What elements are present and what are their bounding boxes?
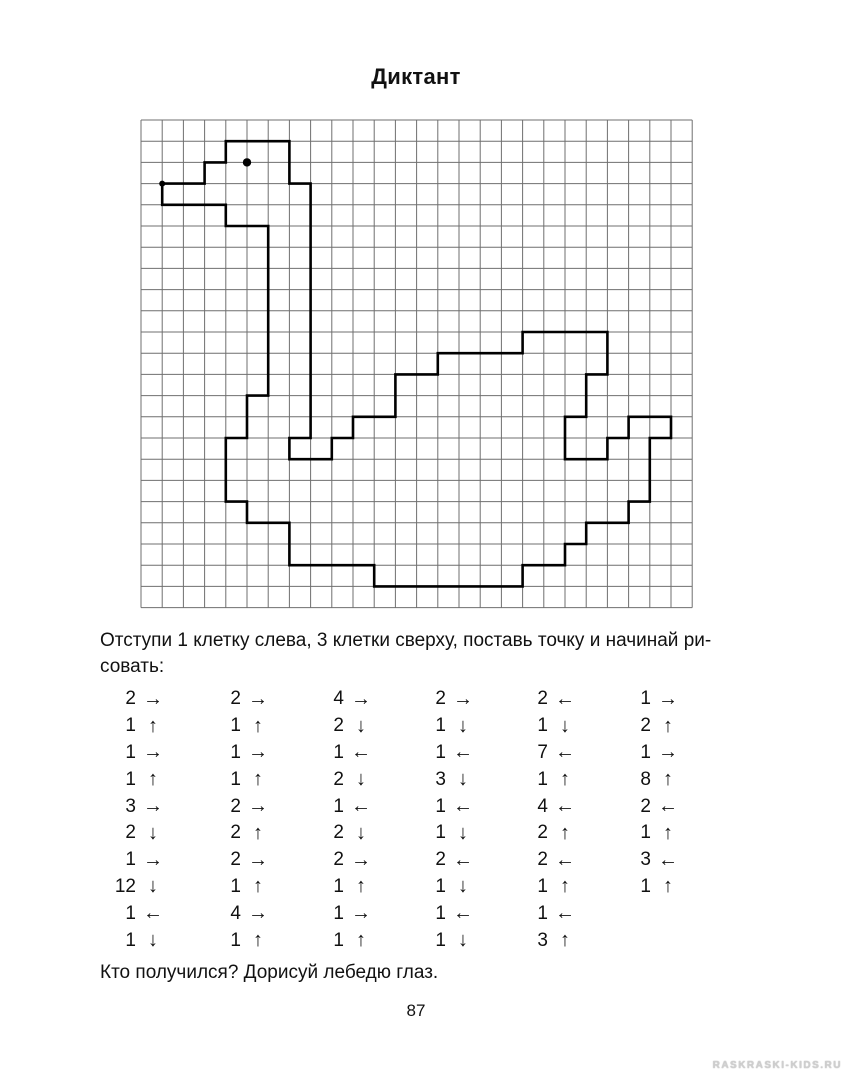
arrow-right-icon: → — [143, 848, 163, 871]
arrow-left-icon: ← — [658, 848, 678, 871]
command-step — [623, 820, 685, 847]
arrow-up-icon: ↑ — [663, 768, 673, 791]
arrow-up-icon: ↑ — [253, 875, 263, 898]
command-step — [316, 740, 378, 767]
arrow-down-icon: ↓ — [148, 875, 158, 898]
command-step — [418, 713, 480, 740]
step-count: 2 — [435, 849, 446, 871]
command-step — [316, 793, 378, 820]
step-count: 1 — [537, 875, 548, 897]
arrow-left-icon: ← — [453, 795, 473, 818]
command-step — [316, 874, 378, 901]
step-count: 2 — [125, 822, 136, 844]
step-count: 1 — [537, 768, 548, 790]
step-count: 3 — [640, 849, 651, 871]
instruction-text-content: Отступи 1 клетку слева, 3 клетки сверху, поставь точку и начинай ри- совать: — [100, 630, 712, 677]
command-step — [418, 820, 480, 847]
command-step — [213, 740, 275, 767]
arrow-right-icon: → — [248, 687, 268, 710]
arrow-left-icon: ← — [351, 741, 371, 764]
arrow-down-icon: ↓ — [148, 821, 158, 844]
step-count: 1 — [230, 741, 241, 763]
arrow-down-icon: ↓ — [148, 929, 158, 952]
arrow-down-icon: ↓ — [356, 768, 366, 791]
arrow-up-icon: ↑ — [663, 875, 673, 898]
question-text: Кто получился? Дорисуй лебедю глаз. — [100, 962, 439, 983]
step-count: 8 — [640, 768, 651, 790]
arrow-right-icon: → — [143, 741, 163, 764]
graph-paper-grid — [139, 118, 694, 610]
arrow-left-icon: ← — [453, 902, 473, 925]
arrow-left-icon: ← — [555, 848, 575, 871]
arrow-right-icon: → — [351, 687, 371, 710]
command-step — [520, 927, 582, 954]
command-step — [418, 927, 480, 954]
step-count: 12 — [114, 875, 136, 897]
command-step — [623, 740, 685, 767]
arrow-right-icon: → — [248, 741, 268, 764]
command-step — [316, 820, 378, 847]
step-count: 1 — [125, 768, 136, 790]
arrow-right-icon: → — [143, 687, 163, 710]
arrow-up-icon: ↑ — [663, 714, 673, 737]
step-count: 1 — [333, 902, 344, 924]
step-count: 1 — [125, 715, 136, 737]
command-step — [520, 740, 582, 767]
step-count: 1 — [640, 875, 651, 897]
step-count: 1 — [230, 768, 241, 790]
step-count: 1 — [640, 741, 651, 763]
step-count: 1 — [230, 875, 241, 897]
command-step — [213, 847, 275, 874]
step-count: 1 — [333, 795, 344, 817]
command-step — [213, 820, 275, 847]
step-count: 2 — [537, 822, 548, 844]
step-count: 1 — [230, 929, 241, 951]
command-step — [623, 766, 685, 793]
arrow-up-icon: ↑ — [253, 714, 263, 737]
step-count: 1 — [537, 715, 548, 737]
command-step — [623, 686, 685, 713]
arrow-up-icon: ↑ — [356, 929, 366, 952]
command-step — [520, 874, 582, 901]
arrow-up-icon: ↑ — [253, 768, 263, 791]
arrow-up-icon: ↑ — [356, 875, 366, 898]
command-step — [108, 847, 170, 874]
swan-eye — [243, 158, 251, 166]
watermark: RASKRASKI-KIDS.RU — [712, 1060, 842, 1071]
step-count: 7 — [537, 741, 548, 763]
step-count: 2 — [230, 795, 241, 817]
arrow-down-icon: ↓ — [458, 929, 468, 952]
command-step — [520, 900, 582, 927]
command-step — [108, 740, 170, 767]
command-step — [520, 686, 582, 713]
arrow-down-icon: ↓ — [356, 714, 366, 737]
command-step — [316, 927, 378, 954]
step-count: 1 — [640, 822, 651, 844]
command-column-6 — [623, 686, 685, 900]
page-title: Диктант — [371, 64, 461, 89]
command-step — [108, 927, 170, 954]
command-step — [213, 900, 275, 927]
arrow-down-icon: ↓ — [458, 875, 468, 898]
command-step — [108, 874, 170, 901]
step-count: 2 — [435, 688, 446, 710]
arrow-down-icon: ↓ — [356, 821, 366, 844]
step-count: 1 — [125, 902, 136, 924]
command-step — [520, 713, 582, 740]
step-count: 2 — [230, 849, 241, 871]
command-step — [418, 793, 480, 820]
command-column-1 — [108, 686, 170, 954]
start-point — [159, 181, 165, 187]
command-step — [108, 900, 170, 927]
command-step — [418, 766, 480, 793]
step-count: 1 — [230, 715, 241, 737]
step-count: 4 — [230, 902, 241, 924]
step-count: 1 — [435, 875, 446, 897]
command-step — [213, 713, 275, 740]
command-step — [623, 713, 685, 740]
arrow-down-icon: ↓ — [458, 768, 468, 791]
arrow-down-icon: ↓ — [458, 714, 468, 737]
command-column-5 — [520, 686, 582, 954]
command-step — [520, 793, 582, 820]
command-step — [316, 847, 378, 874]
command-step — [213, 874, 275, 901]
step-count: 2 — [333, 822, 344, 844]
step-count: 4 — [333, 688, 344, 710]
command-step — [108, 820, 170, 847]
step-count: 2 — [333, 849, 344, 871]
command-step — [623, 874, 685, 901]
command-step — [316, 713, 378, 740]
arrow-down-icon: ↓ — [458, 821, 468, 844]
arrow-left-icon: ← — [453, 848, 473, 871]
command-step — [108, 713, 170, 740]
step-count: 2 — [537, 688, 548, 710]
step-count: 1 — [333, 875, 344, 897]
step-count: 1 — [333, 929, 344, 951]
command-column-2 — [213, 686, 275, 954]
step-count: 1 — [435, 929, 446, 951]
arrow-up-icon: ↑ — [560, 929, 570, 952]
arrow-up-icon: ↑ — [663, 821, 673, 844]
arrow-left-icon: ← — [555, 795, 575, 818]
step-count: 2 — [230, 822, 241, 844]
command-step — [418, 740, 480, 767]
command-step — [316, 900, 378, 927]
instruction-text — [100, 628, 760, 680]
arrow-right-icon: → — [248, 902, 268, 925]
step-count: 1 — [435, 902, 446, 924]
step-count: 1 — [125, 741, 136, 763]
command-step — [418, 847, 480, 874]
step-count: 3 — [125, 795, 136, 817]
page-number: 87 — [406, 1001, 426, 1020]
command-column-3 — [316, 686, 378, 954]
arrow-right-icon: → — [248, 795, 268, 818]
command-step — [418, 900, 480, 927]
command-step — [108, 766, 170, 793]
step-count: 2 — [230, 688, 241, 710]
arrow-right-icon: → — [658, 741, 678, 764]
step-count: 2 — [537, 849, 548, 871]
arrow-right-icon: → — [453, 687, 473, 710]
command-step — [316, 766, 378, 793]
step-count: 1 — [435, 795, 446, 817]
step-count: 4 — [537, 795, 548, 817]
step-count: 3 — [435, 768, 446, 790]
step-count: 1 — [537, 902, 548, 924]
command-step — [623, 793, 685, 820]
arrow-left-icon: ← — [555, 902, 575, 925]
command-step — [213, 927, 275, 954]
arrow-left-icon: ← — [453, 741, 473, 764]
arrow-up-icon: ↑ — [560, 875, 570, 898]
arrow-right-icon: → — [351, 902, 371, 925]
step-count: 1 — [640, 688, 651, 710]
arrow-right-icon: → — [248, 848, 268, 871]
step-count: 1 — [125, 849, 136, 871]
arrow-left-icon: ← — [658, 795, 678, 818]
command-step — [213, 686, 275, 713]
command-step — [108, 686, 170, 713]
command-step — [418, 874, 480, 901]
step-count: 2 — [333, 768, 344, 790]
arrow-up-icon: ↑ — [560, 768, 570, 791]
step-count: 1 — [333, 741, 344, 763]
step-count: 1 — [435, 715, 446, 737]
step-count: 2 — [640, 795, 651, 817]
arrow-up-icon: ↑ — [148, 768, 158, 791]
arrow-up-icon: ↑ — [560, 821, 570, 844]
command-step — [520, 820, 582, 847]
step-count: 1 — [435, 741, 446, 763]
arrow-left-icon: ← — [555, 741, 575, 764]
arrow-up-icon: ↑ — [253, 821, 263, 844]
step-count: 1 — [125, 929, 136, 951]
command-step — [418, 686, 480, 713]
arrow-right-icon: → — [658, 687, 678, 710]
command-step — [213, 793, 275, 820]
command-column-4 — [418, 686, 480, 954]
arrow-right-icon: → — [143, 795, 163, 818]
command-step — [520, 847, 582, 874]
step-count: 1 — [435, 822, 446, 844]
command-step — [623, 847, 685, 874]
command-step — [108, 793, 170, 820]
command-step — [213, 766, 275, 793]
arrow-down-icon: ↓ — [560, 714, 570, 737]
arrow-right-icon: → — [351, 848, 371, 871]
arrow-up-icon: ↑ — [148, 714, 158, 737]
arrow-left-icon: ← — [351, 795, 371, 818]
command-step — [316, 686, 378, 713]
step-count: 2 — [125, 688, 136, 710]
command-step — [520, 766, 582, 793]
step-count: 2 — [640, 715, 651, 737]
step-count: 2 — [333, 715, 344, 737]
arrow-left-icon: ← — [555, 687, 575, 710]
arrow-up-icon: ↑ — [253, 929, 263, 952]
step-count: 3 — [537, 929, 548, 951]
arrow-left-icon: ← — [143, 902, 163, 925]
